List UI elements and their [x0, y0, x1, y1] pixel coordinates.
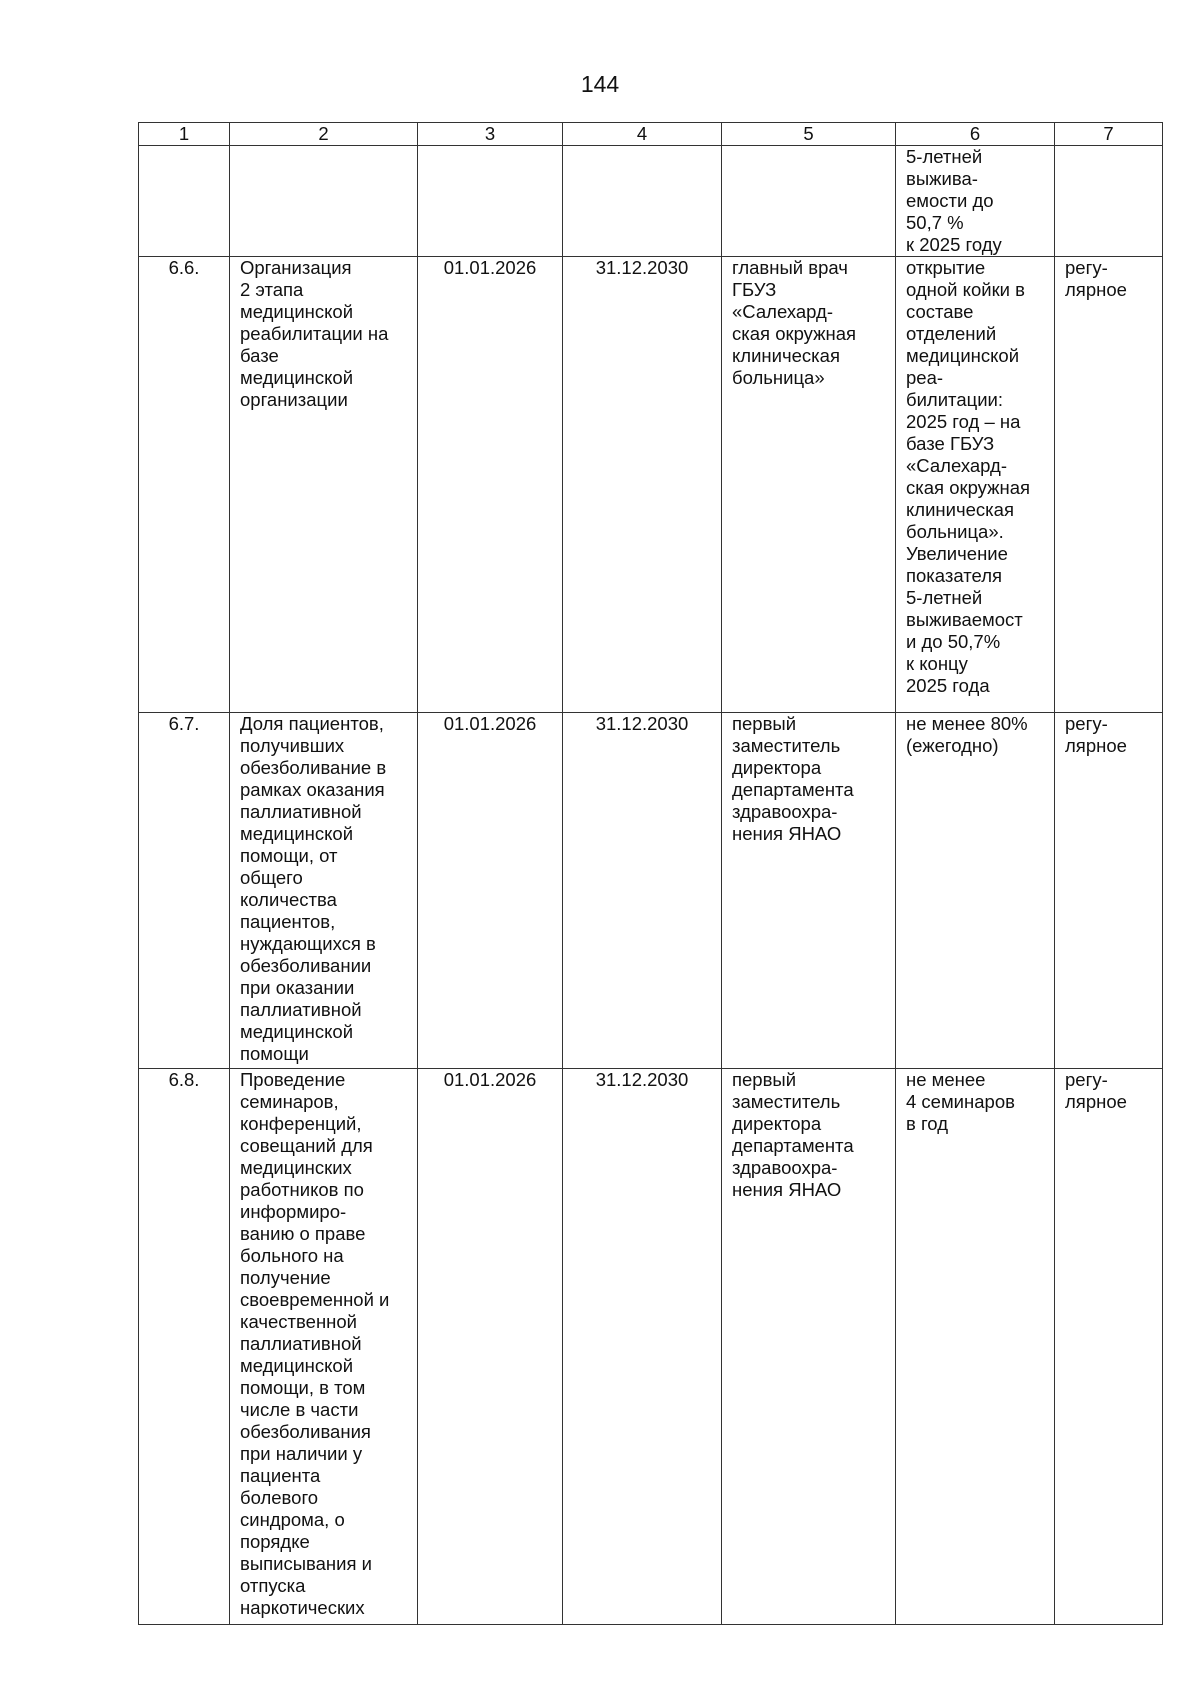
cell-text-line: помощи, от: [240, 845, 338, 866]
cell-text-line: работников по: [240, 1179, 364, 1200]
cell-text-line: пациентов,: [240, 911, 336, 932]
cell-text-line: отделений: [906, 323, 997, 344]
cell-text-line: качественной: [240, 1311, 357, 1332]
cell-text-line: ванию о праве: [240, 1223, 366, 1244]
cell-text-line: ская окружная: [732, 323, 857, 344]
responsible-cell: [722, 257, 896, 713]
cell-text-line: паллиативной: [240, 801, 362, 822]
cell-text-line: клиническая: [906, 499, 1014, 520]
table-body: [139, 146, 1163, 1625]
cell-text-line: директора: [732, 757, 822, 778]
cell-text-line: базе: [240, 345, 279, 366]
cell-text-line: медицинской: [906, 345, 1020, 366]
cell-text-line: общего: [240, 867, 303, 888]
cell-text-line: синдрома, о: [240, 1509, 345, 1530]
cell-text-line: при оказании: [240, 977, 355, 998]
cell-text-line: медицинских: [240, 1157, 352, 1178]
cell-text-line: Проведение: [240, 1069, 346, 1090]
cell-text-line: клиническая: [732, 345, 840, 366]
column-number-row: [139, 123, 1163, 146]
cell-text-line: Увеличение: [906, 543, 1008, 564]
end-date-cell: 31.12.2030: [563, 257, 722, 713]
cell-text-line: конференций,: [240, 1113, 362, 1134]
cell-text-line: семинаров,: [240, 1091, 339, 1112]
cell-text-line: (ежегодно): [906, 735, 999, 756]
cell-text-line: 2025 года: [906, 675, 990, 696]
cell-text-line: медицинской: [240, 301, 354, 322]
cell-text-line: здравоохра-: [732, 1157, 838, 1178]
column-header-5: 5: [722, 123, 896, 146]
cell-text-line: открытие: [906, 257, 986, 278]
cell-text-line: Доля пациентов,: [240, 713, 384, 734]
cell-text-line: паллиативной: [240, 999, 362, 1020]
cell-text-line: наркотических: [240, 1597, 365, 1618]
cell-text-line: не менее: [906, 1069, 986, 1090]
start-date-cell: 01.01.2026: [418, 713, 563, 1069]
cell-text-line: медицинской: [240, 823, 354, 844]
table-row: [139, 146, 1163, 257]
cell-text-line: порядке: [240, 1531, 310, 1552]
cell-text-line: реа-: [906, 367, 944, 388]
action-cell: [230, 257, 418, 713]
start-date-cell: [418, 146, 563, 257]
cell-text-line: к концу: [906, 653, 968, 674]
cell-text-line: и до 50,7%: [906, 631, 1001, 652]
cell-text-line: показателя: [906, 565, 1003, 586]
cell-text-line: первый: [732, 713, 797, 734]
cell-text-line: информиро-: [240, 1201, 347, 1222]
cell-text-line: здравоохра-: [732, 801, 838, 822]
plan-table: [138, 122, 1163, 1625]
cell-text-line: главный врач: [732, 257, 848, 278]
cell-text-line: билитации:: [906, 389, 1004, 410]
row-number-cell: 6.8.: [139, 1069, 230, 1625]
cell-text-line: организации: [240, 389, 348, 410]
table-row: [139, 713, 1163, 1069]
cell-text-line: получивших: [240, 735, 345, 756]
result-cell: [896, 1069, 1055, 1625]
cell-text-line: одной койки в: [906, 279, 1025, 300]
cell-text-line: к 2025 году: [906, 234, 1002, 255]
cell-text-line: обезболивание в: [240, 757, 387, 778]
cell-text-line: реабилитации на: [240, 323, 389, 344]
cell-text-line: емости до: [906, 190, 994, 211]
cell-text-line: департамента: [732, 779, 854, 800]
cell-text-line: больного на: [240, 1245, 344, 1266]
cell-text-line: помощи: [240, 1043, 309, 1064]
cell-text-line: нения ЯНАО: [732, 823, 842, 844]
cell-text-line: медицинской: [240, 1355, 354, 1376]
cell-text-line: лярное: [1065, 735, 1127, 756]
start-date-cell: 01.01.2026: [418, 1069, 563, 1625]
cell-text-line: лярное: [1065, 1091, 1127, 1112]
end-date-cell: 31.12.2030: [563, 713, 722, 1069]
cell-text-line: получение: [240, 1267, 331, 1288]
cell-text-line: регу-: [1065, 713, 1108, 734]
cell-text-line: лярное: [1065, 279, 1127, 300]
column-header-6: 6: [896, 123, 1055, 146]
cell-text-line: 2 этапа: [240, 279, 304, 300]
cell-text-line: обезболивании: [240, 955, 372, 976]
cell-text-line: помощи, в том: [240, 1377, 366, 1398]
cell-text-line: заместитель: [732, 1091, 841, 1112]
cell-text-line: не менее 80%: [906, 713, 1028, 734]
cell-text-line: составе: [906, 301, 974, 322]
result-cell: [896, 713, 1055, 1069]
cell-text-line: выписывания и: [240, 1553, 372, 1574]
cell-text-line: количества: [240, 889, 337, 910]
column-header-7: 7: [1055, 123, 1163, 146]
cell-text-line: ская окружная: [906, 477, 1031, 498]
column-header-4: 4: [563, 123, 722, 146]
cell-text-line: заместитель: [732, 735, 841, 756]
cell-text-line: 5-летней: [906, 587, 983, 608]
end-date-cell: [563, 146, 722, 257]
row-number-cell: [139, 146, 230, 257]
responsible-cell: [722, 1069, 896, 1625]
cell-text-line: 2025 год – на: [906, 411, 1021, 432]
action-cell: [230, 713, 418, 1069]
cell-text-line: директора: [732, 1113, 822, 1134]
action-cell: [230, 146, 418, 257]
cell-text-line: в год: [906, 1113, 948, 1134]
column-header-1: 1: [139, 123, 230, 146]
cell-text-line: регу-: [1065, 257, 1108, 278]
cell-text-line: департамента: [732, 1135, 854, 1156]
periodicity-cell: [1055, 257, 1163, 713]
cell-text-line: базе ГБУЗ: [906, 433, 995, 454]
periodicity-cell: [1055, 146, 1163, 257]
action-cell: [230, 1069, 418, 1625]
cell-text-line: медицинской: [240, 1021, 354, 1042]
cell-text-line: при наличии у: [240, 1443, 363, 1464]
result-cell: [896, 257, 1055, 713]
row-number-cell: 6.7.: [139, 713, 230, 1069]
periodicity-cell: [1055, 713, 1163, 1069]
cell-text-line: «Салехард-: [906, 455, 1007, 476]
cell-text-line: паллиативной: [240, 1333, 362, 1354]
column-header-2: 2: [230, 123, 418, 146]
end-date-cell: 31.12.2030: [563, 1069, 722, 1625]
cell-text-line: нения ЯНАО: [732, 1179, 842, 1200]
cell-text-line: первый: [732, 1069, 797, 1090]
responsible-cell: [722, 713, 896, 1069]
cell-text-line: медицинской: [240, 367, 354, 388]
cell-text-line: 5-летней: [906, 146, 983, 167]
cell-text-line: числе в части: [240, 1399, 359, 1420]
responsible-cell: [722, 146, 896, 257]
cell-text-line: 50,7 %: [906, 212, 964, 233]
cell-text-line: выживаемост: [906, 609, 1023, 630]
cell-text-line: пациента: [240, 1465, 321, 1486]
cell-text-line: рамках оказания: [240, 779, 385, 800]
table-row: [139, 257, 1163, 713]
cell-text-line: обезболивания: [240, 1421, 371, 1442]
cell-text-line: больница»: [732, 367, 825, 388]
cell-text-line: своевременной и: [240, 1289, 390, 1310]
cell-text-line: «Салехард-: [732, 301, 833, 322]
page-number: 144: [580, 71, 620, 97]
cell-text-line: больница».: [906, 521, 1004, 542]
cell-text-line: совещаний для: [240, 1135, 373, 1156]
cell-text-line: нуждающихся в: [240, 933, 376, 954]
cell-text-line: болевого: [240, 1487, 319, 1508]
table-row: [139, 1069, 1163, 1625]
periodicity-cell: [1055, 1069, 1163, 1625]
cell-text-line: ГБУЗ: [732, 279, 777, 300]
row-number-cell: 6.6.: [139, 257, 230, 713]
column-header-3: 3: [418, 123, 563, 146]
cell-text-line: выжива-: [906, 168, 978, 189]
cell-text-line: Организация: [240, 257, 352, 278]
start-date-cell: 01.01.2026: [418, 257, 563, 713]
cell-text-line: регу-: [1065, 1069, 1108, 1090]
result-cell: [896, 146, 1055, 257]
cell-text-line: 4 семинаров: [906, 1091, 1015, 1112]
cell-text-line: отпуска: [240, 1575, 306, 1596]
